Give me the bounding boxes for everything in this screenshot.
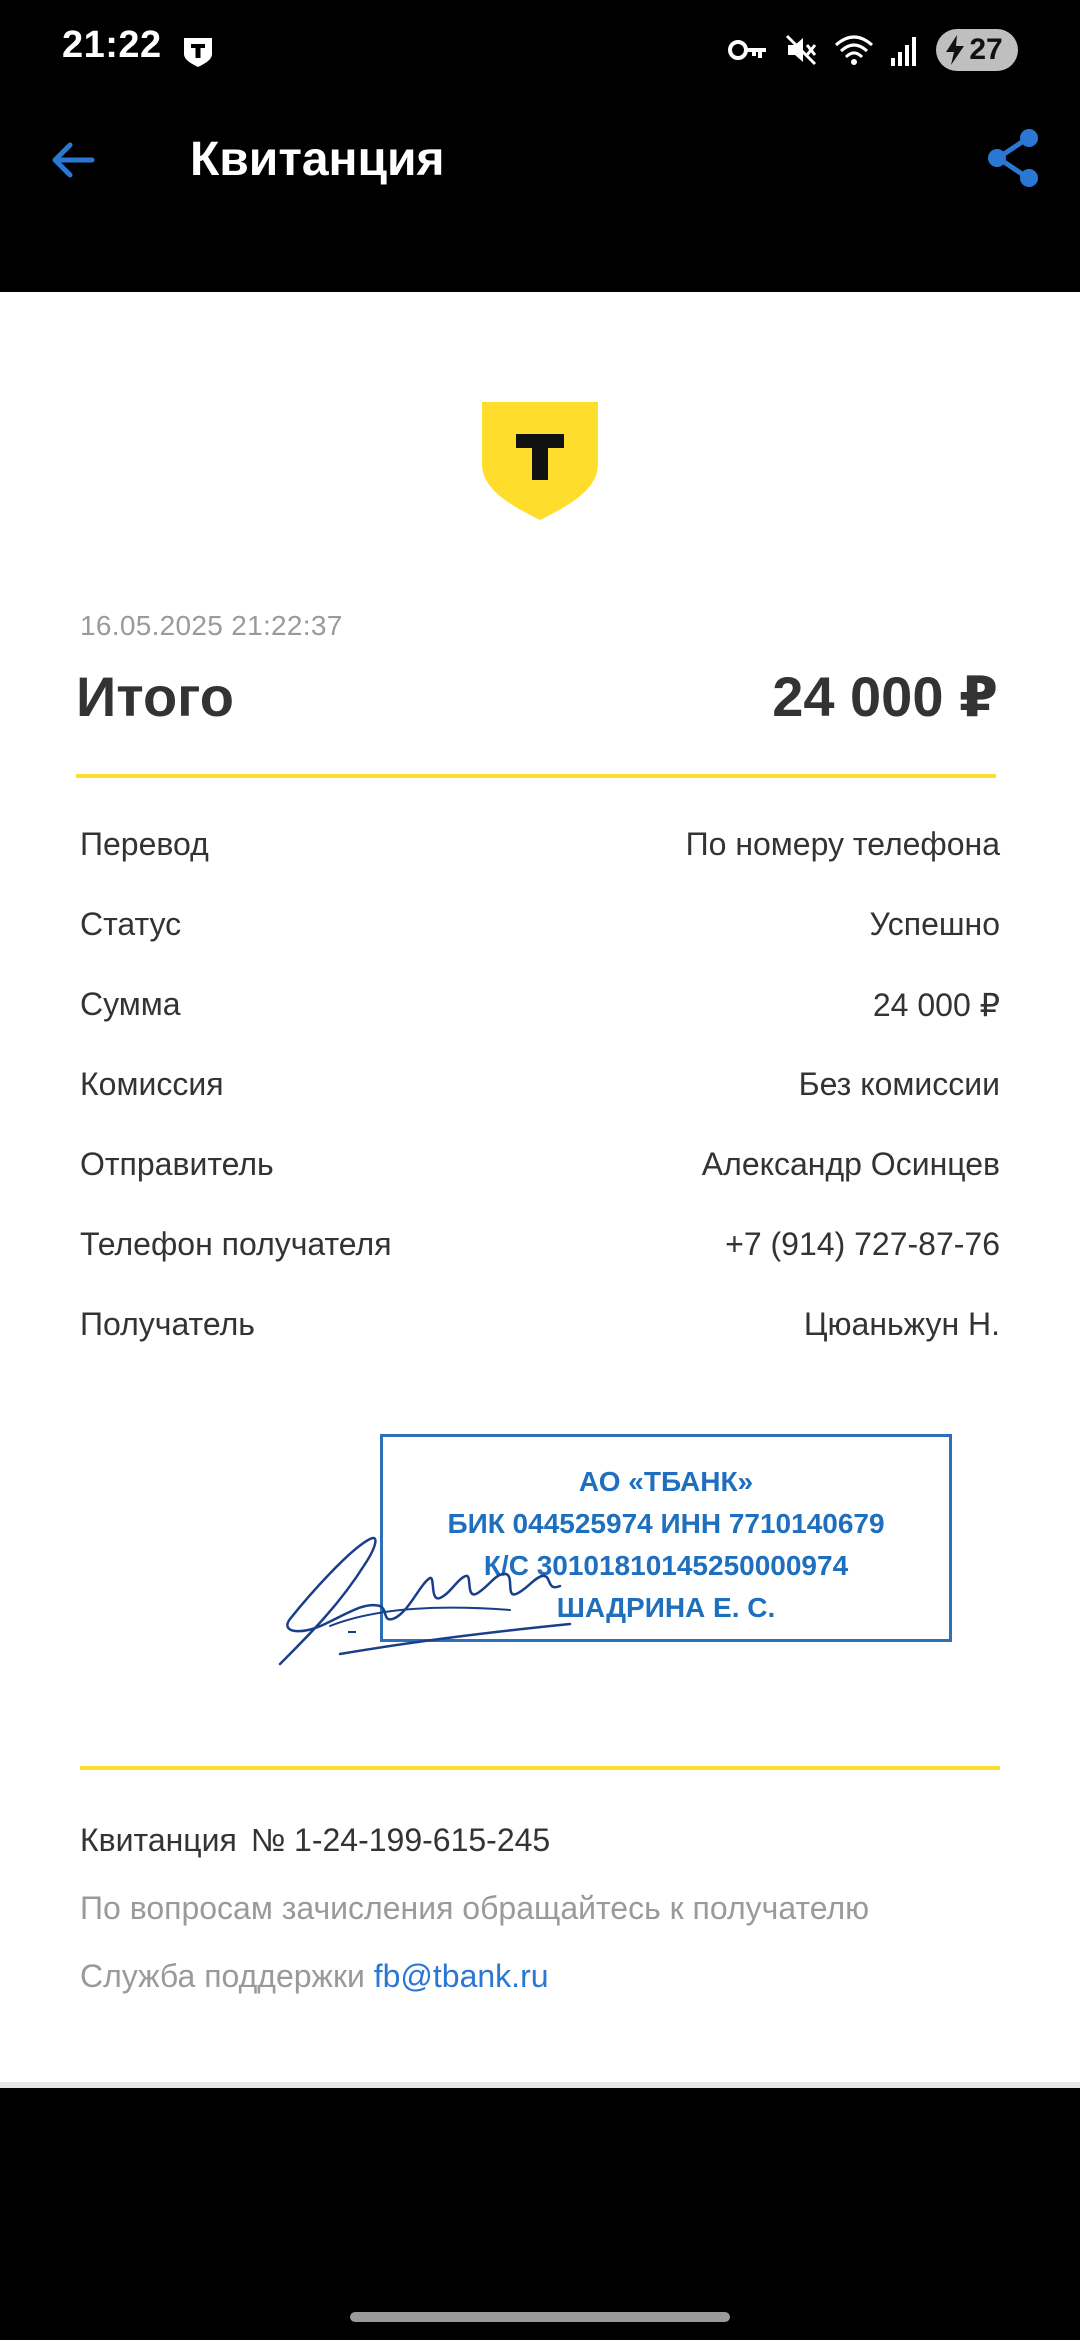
status-icons bbox=[728, 28, 1018, 72]
detail-label: Сумма bbox=[80, 986, 181, 1022]
detail-value: +7 (914) 727-87-76 bbox=[725, 1226, 1000, 1262]
detail-value: 24 000 ₽ bbox=[872, 987, 1000, 1023]
back-button[interactable] bbox=[44, 130, 104, 190]
tbank-logo bbox=[482, 402, 598, 522]
divider-top bbox=[76, 774, 996, 778]
battery-level: 27 bbox=[969, 33, 1003, 66]
signal-icon bbox=[890, 34, 920, 66]
detail-row-status bbox=[80, 906, 1000, 986]
details-list bbox=[80, 826, 1000, 1386]
detail-label: Комиссия bbox=[80, 1066, 224, 1102]
mute-icon bbox=[784, 33, 818, 67]
signature bbox=[270, 1514, 600, 1674]
transaction-datetime: 16.05.2025 21:22:37 bbox=[80, 610, 343, 641]
vpn-key-icon bbox=[728, 38, 768, 62]
support-line bbox=[80, 1958, 1020, 1995]
detail-label: Перевод bbox=[80, 826, 209, 862]
detail-row-recipient bbox=[80, 1306, 1000, 1386]
status-bar bbox=[0, 0, 1080, 100]
stamp-area bbox=[270, 1434, 970, 1674]
status-time: 21:22 bbox=[62, 24, 162, 66]
detail-value: Цюаньжун Н. bbox=[803, 1306, 1000, 1342]
detail-row-sender bbox=[80, 1146, 1000, 1226]
detail-row-transfer bbox=[80, 826, 1000, 906]
total-label: Итого bbox=[76, 665, 234, 728]
receipt-card bbox=[0, 292, 1080, 2088]
detail-label: Статус bbox=[80, 906, 182, 942]
wifi-icon bbox=[834, 33, 874, 67]
support-label: Служба поддержки bbox=[80, 1958, 365, 1994]
detail-label: Получатель bbox=[80, 1306, 255, 1342]
divider-bottom bbox=[80, 1766, 1000, 1770]
share-button[interactable] bbox=[982, 126, 1046, 190]
share-icon bbox=[982, 126, 1046, 190]
stamp-line: ШАДРИНА Е. С. bbox=[556, 1592, 776, 1623]
battery-icon bbox=[936, 29, 1018, 71]
detail-row-recipient-phone bbox=[80, 1226, 1000, 1306]
stamp-line: БИК 044525974 ИНН 7710140679 bbox=[447, 1508, 885, 1539]
tbank-app-icon bbox=[182, 36, 214, 68]
receipt-number-line bbox=[80, 1822, 1020, 1890]
detail-label: Отправитель bbox=[80, 1146, 274, 1182]
detail-row-amount bbox=[80, 986, 1000, 1066]
detail-label: Телефон получателя bbox=[80, 1226, 392, 1262]
total-amount: 24 000 ₽ bbox=[772, 665, 998, 728]
stamp-line: АО «ТБАНК» bbox=[578, 1466, 754, 1497]
detail-value: Без комиссии bbox=[798, 1066, 1000, 1102]
detail-row-commission bbox=[80, 1066, 1000, 1146]
stamp-line: К/С 30101810145250000974 bbox=[483, 1550, 849, 1581]
detail-value: Успешно bbox=[869, 906, 1000, 942]
detail-value: Александр Осинцев bbox=[701, 1146, 1000, 1182]
detail-value: По номеру телефона bbox=[685, 826, 1000, 862]
page-title: Квитанция bbox=[190, 133, 445, 186]
receipt-footer bbox=[80, 1822, 1020, 1995]
support-email-link[interactable]: fb@tbank.ru bbox=[373, 1958, 549, 1994]
receipt-label: Квитанция bbox=[80, 1822, 237, 1858]
home-indicator[interactable] bbox=[350, 2312, 730, 2322]
arrow-left-icon bbox=[44, 130, 104, 190]
receipt-number: № 1-24-199-615-245 bbox=[250, 1822, 551, 1858]
receipt-bottom-edge bbox=[0, 2082, 1080, 2088]
app-bar bbox=[0, 100, 1080, 292]
footer-note: По вопросам зачисления обращайтесь к получателю bbox=[80, 1890, 870, 1926]
